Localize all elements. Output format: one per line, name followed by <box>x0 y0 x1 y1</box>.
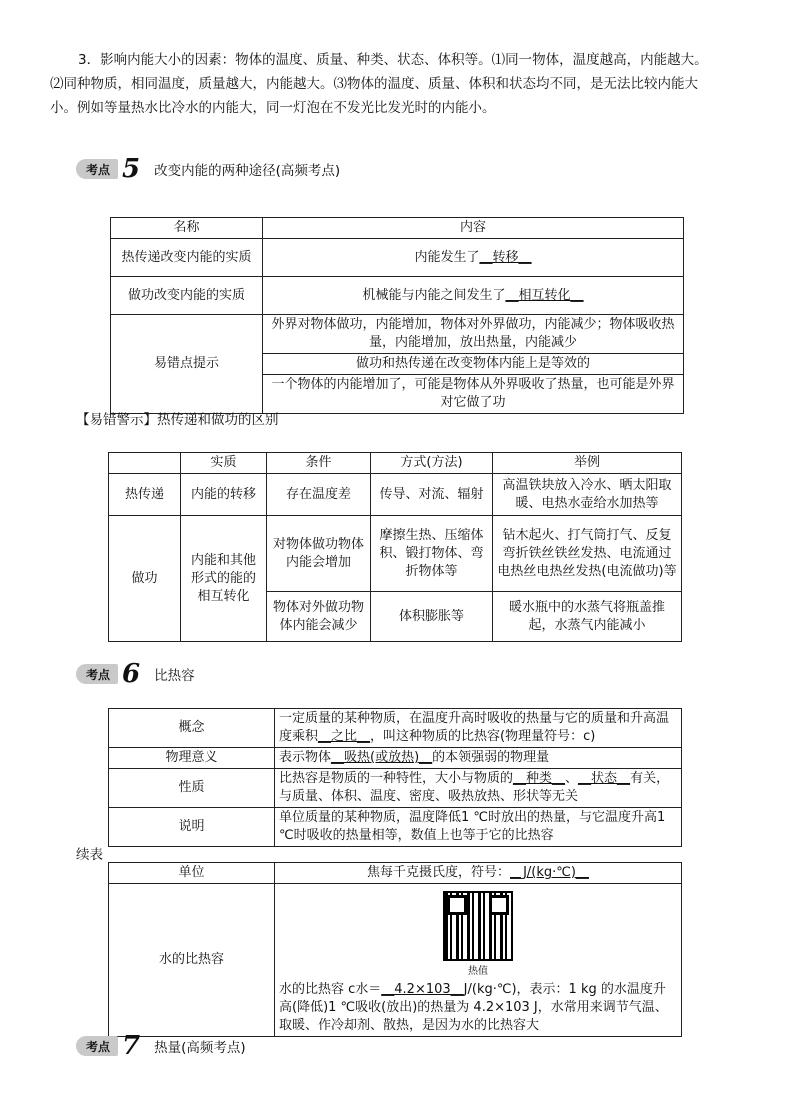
row-label: 热传递 <box>109 474 181 516</box>
section-title: 比热容 <box>154 668 195 684</box>
header-cell: 举例 <box>493 453 682 474</box>
section-number: 6 <box>122 659 141 689</box>
row-label: 性质 <box>109 769 275 808</box>
table-row <box>111 277 684 315</box>
answer-blank: __状态__ <box>578 771 631 786</box>
table-row <box>109 516 682 592</box>
row-label: 概念 <box>109 709 275 748</box>
row-content <box>275 884 682 1037</box>
table-row <box>109 884 682 1037</box>
row-label: 做功 <box>109 516 181 642</box>
cell: 体积膨胀等 <box>371 592 493 642</box>
header-name: 名称 <box>111 218 263 239</box>
row-content: 表示物体__吸热(或放热)__的本领强弱的物理量 <box>275 748 682 769</box>
table-row <box>109 709 682 748</box>
header-cell: 方式(方法) <box>371 453 493 474</box>
table-row <box>109 863 682 884</box>
header-cell: 条件 <box>267 453 371 474</box>
intro-line-3: 小。例如等量热水比冷水的内能大，同一灯泡在不发光比发光时的内能小。 <box>50 100 496 116</box>
section-heading-6 <box>76 660 195 688</box>
row-label: 易错点提示 <box>111 315 263 414</box>
answer-blank: __吸热(或放热)__ <box>331 750 433 765</box>
qr-caption: 热值 <box>468 966 488 977</box>
table-row <box>109 808 682 847</box>
row-label: 热传递改变内能的实质 <box>111 239 263 277</box>
table-row <box>111 315 684 354</box>
section-number: 5 <box>122 154 141 184</box>
row-content: 外界对物体做功，内能增加，物体对外界做功，内能减少；物体吸收热量，内能增加，放出热量，内能减少 <box>263 315 684 354</box>
specific-heat-table <box>108 708 682 847</box>
section-heading-5 <box>76 155 340 183</box>
row-content: 焦每千克摄氏度，符号：__J/(kg·℃)__ <box>275 863 682 884</box>
row-label: 物理意义 <box>109 748 275 769</box>
table-row <box>109 748 682 769</box>
row-label: 单位 <box>109 863 275 884</box>
cell: 存在温度差 <box>267 474 371 516</box>
intro-paragraph <box>50 48 750 120</box>
cell: 暖水瓶中的水蒸气将瓶盖推起，水蒸气内能减小 <box>493 592 682 642</box>
intro-line-2: ⑵同种物质，相同温度，质量越大，内能越大。⑶物体的温度、质量、体积和状态均不同，是无法比较内能大 <box>50 76 698 92</box>
continued-label: 续表 <box>76 847 103 863</box>
row-content: 一个物体的内能增加了，可能是物体从外界吸收了热量，也可能是外界对它做了功 <box>263 375 684 414</box>
row-content: 单位质量的某种物质，温度降低1 ℃时放出的热量，与它温度升高1 ℃时吸收的热量相等，数值上也等于它的比热容 <box>275 808 682 847</box>
row-content: 比热容是物质的一种特性，大小与物质的__种类__、__状态__有关，与质量、体积、温度、密度、吸热放热、形状等无关 <box>275 769 682 808</box>
answer-blank: __J/(kg·℃)__ <box>510 865 589 880</box>
section-badge: 考点 <box>76 664 118 684</box>
table-row <box>109 769 682 808</box>
water-specific-heat-text: 水的比热容 c水＝__4.2×103__J/(kg·℃)，表示：1 kg 的水温度升高(降低)1 ℃吸收(放出)的热量为 4.2×103 J，水常用来调节气温、取暖、作冷却剂、散热，是因为水的比热容大 <box>279 982 668 1033</box>
cell: 物体对外做功物体内能会减少 <box>267 592 371 642</box>
header-cell <box>109 453 181 474</box>
answer-blank: __之比__ <box>318 729 371 744</box>
section-title: 改变内能的两种途径(高频考点) <box>154 163 341 179</box>
qr-code-icon[interactable] <box>443 891 513 961</box>
section-number: 7 <box>122 1031 141 1061</box>
cell: 内能和其他形式的能的相互转化 <box>181 516 267 642</box>
cell: 高温铁块放入冷水、晒太阳取暖、电热水壶给水加热等 <box>493 474 682 516</box>
intro-line-1: 3．影响内能大小的因素：物体的温度、质量、种类、状态、体积等。⑴同一物体，温度越高，内能越大。 <box>78 52 708 68</box>
table-row <box>109 474 682 516</box>
heat-vs-work-table <box>108 452 682 642</box>
specific-heat-table-continued <box>108 862 682 1037</box>
cell: 摩擦生热、压缩体积、锻打物体、弯折物体等 <box>371 516 493 592</box>
answer-blank: __4.2×103__ <box>381 982 464 997</box>
section-badge: 考点 <box>76 1036 118 1056</box>
row-label: 水的比热容 <box>109 884 275 1037</box>
table-row <box>111 239 684 277</box>
row-content: 机械能与内能之间发生了__相互转化__ <box>263 277 684 315</box>
row-content: 一定质量的某种物质，在温度升高时吸收的热量与它的质量和升高温度乘积__之比__，叫这种物质的比热容(物理量符号：c) <box>275 709 682 748</box>
answer-blank: __相互转化__ <box>505 287 584 303</box>
row-label: 说明 <box>109 808 275 847</box>
table-header-row <box>111 218 684 239</box>
cell: 对物体做功物体内能会增加 <box>267 516 371 592</box>
section-title: 热量(高频考点) <box>154 1040 246 1056</box>
answer-blank: __转移__ <box>479 249 532 265</box>
warning-title: 【易错警示】热传递和做功的区别 <box>76 412 279 428</box>
internal-energy-table <box>110 217 684 414</box>
cell: 钻木起火、打气筒打气、反复弯折铁丝铁丝发热、电流通过电热丝电热丝发热(电流做功)等 <box>493 516 682 592</box>
table-header-row <box>109 453 682 474</box>
section-heading-7 <box>76 1032 246 1060</box>
row-label: 做功改变内能的实质 <box>111 277 263 315</box>
row-content: 内能发生了__转移__ <box>263 239 684 277</box>
row-content: 做功和热传递在改变物体内能上是等效的 <box>263 354 684 375</box>
answer-blank: __种类__ <box>513 771 566 786</box>
header-content: 内容 <box>263 218 684 239</box>
header-cell: 实质 <box>181 453 267 474</box>
cell: 传导、对流、辐射 <box>371 474 493 516</box>
section-badge: 考点 <box>76 159 118 179</box>
cell: 内能的转移 <box>181 474 267 516</box>
